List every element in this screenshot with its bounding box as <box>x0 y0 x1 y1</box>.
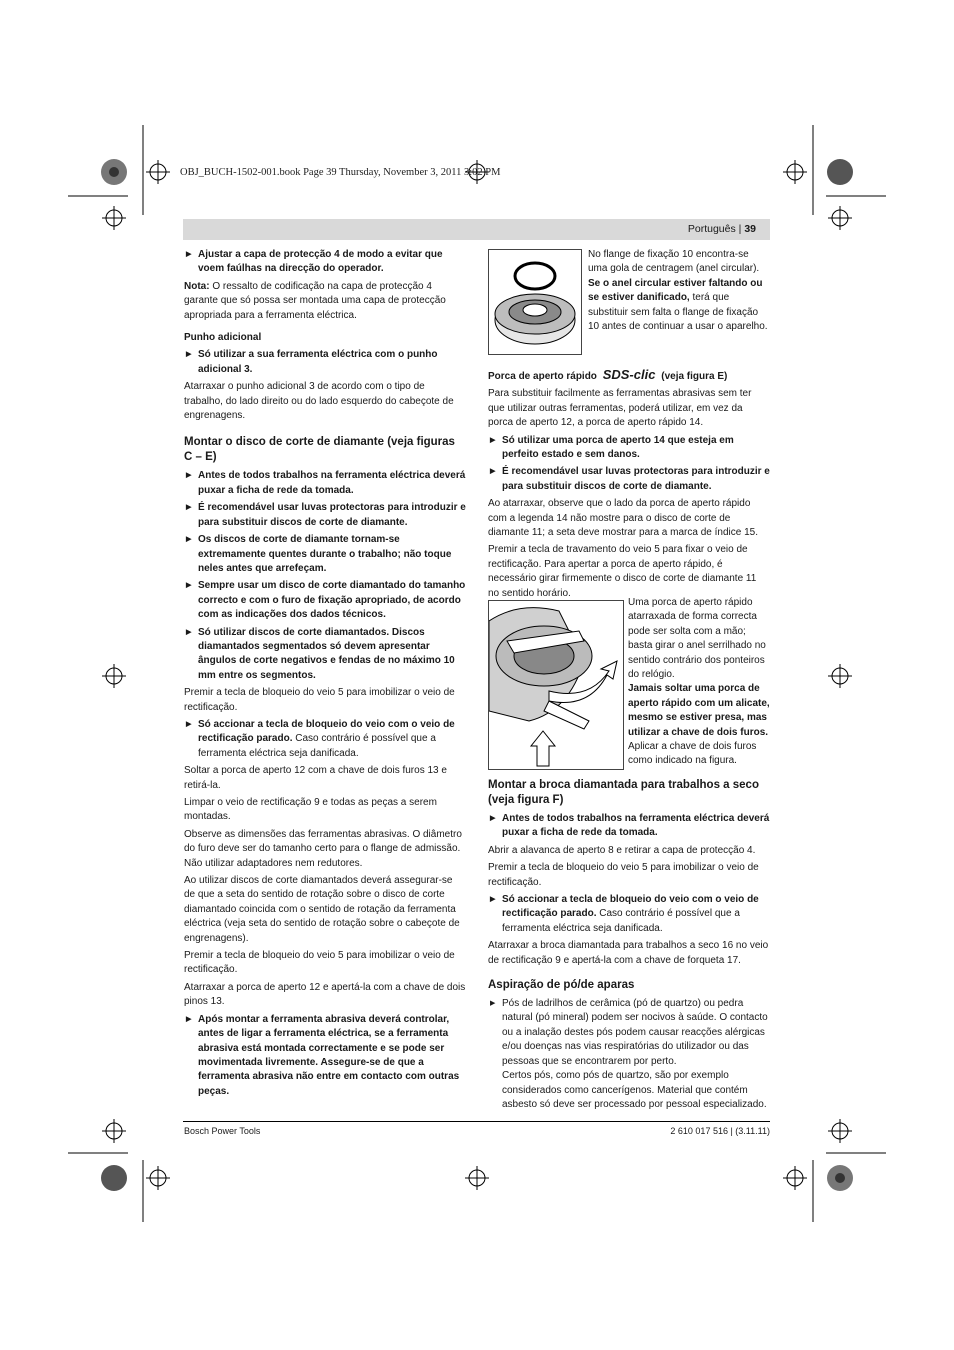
bullet: ▶ Só utilizar a sua ferramenta eléctrica com o punho adicional 3. <box>184 348 466 377</box>
bullet: ▶ Só accionar a tecla de bloqueio do veio com o veio de rectificação parado. Caso contrário é possível que a ferramenta eléctrica seja danificada. <box>488 893 770 936</box>
heading-porca: Porca de aperto rápido SDS-clic (veja figura E) <box>488 367 728 382</box>
footer-left: Bosch Power Tools <box>184 1126 261 1136</box>
header-language: Português | <box>687 223 742 235</box>
paragraph: Atarraxar a porca de aperto 12 e apertá-la com a chave de dois pinos 13. <box>184 981 466 1008</box>
heading-punho: Punho adicional <box>184 332 262 344</box>
heading-aspiracao: Aspiração de pó/de aparas <box>488 979 635 992</box>
paragraph: Abrir a alavanca de aperto 8 e retirar a capa de protecção 4. <box>488 844 756 856</box>
footer-right: 2 610 017 516 | (3.11.11) <box>670 1126 770 1136</box>
paragraph: Premir a tecla de bloqueio do veio 5 para imobilizar o veio de rectificação. <box>184 687 455 713</box>
paragraph: Premir a tecla de travamento do veio 5 para fixar o veio de rectificação. Para apertar a porca de aperto rápido, é necessário girar firmemente o disco de corte de diamante 11 no sentido horário. <box>488 544 757 599</box>
paragraph: Soltar a porca de aperto 12 com a chave de dois furos 13 e retirá-la. <box>184 765 447 791</box>
paragraph: Ao utilizar discos de corte diamantados deverá assegurar-se de que a seta do sentido de rotação sobre o disco de corte diamantado coincida com o sentido de rotação da ferramenta eléctrica (veja seta do sentido de rotação sobre o cabeçote de engrenagens). <box>184 875 460 944</box>
figure-clamping-flange <box>488 249 582 355</box>
page-header <box>688 223 756 235</box>
bullet: ▶ Após montar a ferramenta abrasiva deverá controlar, antes de ligar a ferramenta eléctrica, se a ferramenta abrasiva está montada correctamente e se pode ser movimentada livremente. Assegure-se de que a ferramenta abrasiva não entre em contacto com outras peças. <box>184 1013 466 1099</box>
file-header: OBJ_BUCH-1502-001.book Page 39 Thursday, November 3, 2011 3:02 PM <box>180 167 501 178</box>
sds-clic-logo: SDS-clic <box>602 367 656 382</box>
quick-nut-illustration <box>489 601 623 769</box>
paragraph: Observe as dimensões das ferramentas abrasivas. O diâmetro do furo deve ser do tamanho certo para o flange de admissão. Não utilizar adaptadores nem redutores. <box>184 828 462 869</box>
bullet: ▶ É recomendável usar luvas protectoras para introduzir e para substituir discos de corte de diamante. <box>184 501 466 530</box>
left-column <box>184 248 466 1102</box>
page-number: 39 <box>744 223 756 235</box>
flange-illustration <box>489 250 581 354</box>
figure2-caption: Uma porca de aperto rápido atarraxada de forma correcta pode ser solta com a mão; basta girar o anel serrilhado no sentido contrário dos ponteiros do relógio. Jamais soltar uma porca de aperto rápido com um alicate, mesmo se estiver presa, mas utilizar a chave de dois furos. Aplicar a chave de dois furos como indicado na figura. <box>628 597 770 767</box>
heading-montar-disco: Montar o disco de corte de diamante (veja figuras C – E) <box>184 436 455 464</box>
paragraph: Nota: O ressalto de codificação na capa de protecção 4 garante que só possa ser montada uma capa de protecção apropriada para a ferramenta eléctrica. <box>184 280 446 321</box>
bullet: ▶ Pós de ladrilhos de cerâmica (pó de quartzo) ou pedra natural (pó mineral) podem ser nocivos à saúde. O contacto ou a inalação destes pós podem causar reacções alérgicas e/ou doenças nas vias respiratórias do utilizador ou das pessoas que se encontrarem por perto. Certos pós, como pós de quartzo, são por exemplo considerados como cancerígenos. Material que contém asbesto só deve ser processado por pessoal especializado. <box>488 997 770 1112</box>
figure1-caption: No flange de fixação 10 encontra-se uma gola de centragem (anel circular). Se o anel circular estiver faltando ou se estiver danificado, terá que substituir sem falta o flange de fixação 10 antes de continuar a usar o aparelho. <box>588 249 768 333</box>
bullet: ▶ Só utilizar uma porca de aperto 14 que esteja em perfeito estado e sem danos. <box>488 434 770 463</box>
right-column-mid <box>488 368 770 604</box>
bullet: ▶ Antes de todos trabalhos na ferramenta eléctrica deverá puxar a ficha de rede da tomada. <box>488 812 770 841</box>
paragraph: Ao atarraxar, observe que o lado da porca de aperto rápido com a legenda 14 não mostre para o disco de corte de diamante 11; a seta deve mostrar para a marca de índice 15. <box>488 498 758 539</box>
heading-broca: Montar a broca diamantada para trabalhos a seco (veja figura F) <box>488 779 759 806</box>
bullet: ▶ Só accionar a tecla de bloqueio do veio com o veio de rectificação parado. Caso contrário é possível que a ferramenta eléctrica seja danificada. <box>184 718 466 761</box>
right-column-bottom <box>488 778 770 1115</box>
figure-quick-nut <box>488 600 624 770</box>
bullet: ▶ Antes de todos trabalhos na ferramenta eléctrica deverá puxar a ficha de rede da tomada. <box>184 469 466 498</box>
bullet: ▶ Os discos de corte de diamante tornam-se extremamente quentes durante o trabalho; não toque neles antes que arrefeçam. <box>184 533 466 576</box>
paragraph: Premir a tecla de bloqueio do veio 5 para imobilizar o veio de rectificação. <box>184 950 455 976</box>
bullet: ▶ É recomendável usar luvas protectoras para introduzir e para substituir discos de corte de diamante. <box>488 465 770 494</box>
footer-rule <box>183 1121 770 1122</box>
paragraph: Atarraxar a broca diamantada para trabalhos a seco 16 no veio de rectificação 9 e apertá-la com a chave de forqueta 17. <box>488 940 769 966</box>
bullet: ▶ Sempre usar um disco de corte diamantado do tamanho correcto e com o furo de fixação apropriado, de acordo com as indicações dos dados técnicos. <box>184 579 466 622</box>
paragraph: Atarraxar o punho adicional 3 de acordo com o tipo de trabalho, do lado direito ou do lado esquerdo do cabeçote de engrenagens. <box>184 381 454 422</box>
bullet: ▶ Só utilizar discos de corte diamantados. Discos diamantados segmentados só devem apresentar ângulos de corte negativos e fendas de no máximo 10 mm entre os segmentos. <box>184 626 466 684</box>
paragraph: Premir a tecla de bloqueio do veio 5 para imobilizar o veio de rectificação. <box>488 862 759 888</box>
bullet: ▶ Ajustar a capa de protecção 4 de modo a evitar que voem faúlhas na direcção do operador. <box>184 248 466 277</box>
page-header-band <box>183 219 770 240</box>
paragraph: Para substituir facilmente as ferramentas abrasivas sem ter que utilizar outras ferramentas, poderá utilizar, em vez da porca de aperto 12, a porca de aperto rápido 14. <box>488 388 752 429</box>
paragraph: Limpar o veio de rectificação 9 e todas as peças a serem montadas. <box>184 797 437 823</box>
